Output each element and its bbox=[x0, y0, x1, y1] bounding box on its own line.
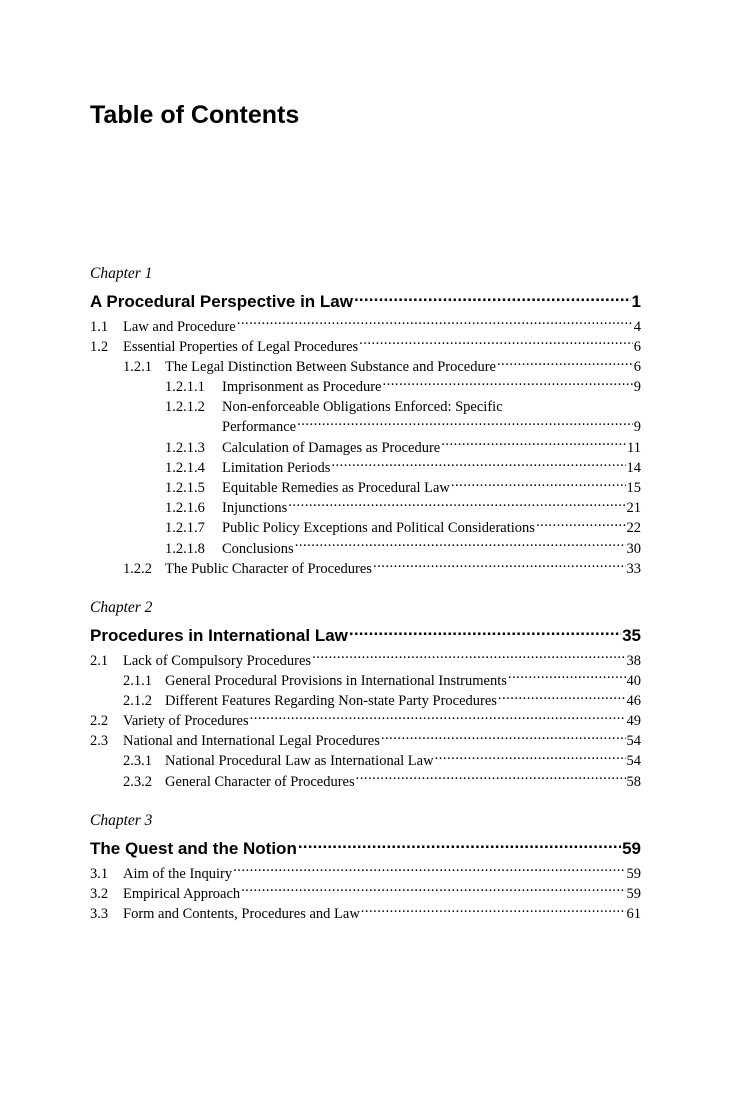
dot-leader bbox=[331, 457, 625, 472]
dot-leader bbox=[354, 290, 631, 307]
page-number: 6 bbox=[633, 358, 641, 375]
page-number: 11 bbox=[627, 439, 641, 456]
dot-leader bbox=[288, 498, 625, 513]
dot-leader bbox=[359, 336, 633, 351]
section-title: Non-enforceable Obligations Enforced: Specific bbox=[222, 398, 503, 415]
dot-leader bbox=[441, 437, 626, 452]
page-number: 59 bbox=[622, 839, 641, 858]
toc-entry[interactable] bbox=[90, 538, 641, 558]
toc-entry[interactable] bbox=[90, 336, 641, 356]
dot-leader bbox=[497, 356, 633, 371]
toc-entry[interactable] bbox=[90, 903, 641, 923]
section-title: Lack of Compulsory Procedures bbox=[123, 652, 312, 669]
toc-entry[interactable] bbox=[90, 883, 641, 903]
section-title: National and International Legal Procedures bbox=[123, 733, 380, 750]
dot-leader bbox=[312, 650, 625, 665]
toc-entry[interactable] bbox=[90, 457, 641, 477]
page-number: 22 bbox=[626, 520, 641, 537]
toc-entry-line-1 bbox=[90, 397, 641, 417]
section-number: 1.2.2 bbox=[123, 560, 152, 577]
section-number: 1.2.1.5 bbox=[165, 480, 205, 496]
section-number: 2.3.2 bbox=[123, 773, 152, 790]
dot-leader bbox=[349, 624, 621, 641]
toc-entry[interactable] bbox=[90, 650, 641, 670]
section-number: 1.1 bbox=[90, 318, 109, 335]
chapter-label: Chapter 2 bbox=[90, 599, 153, 616]
section-number: 1.2 bbox=[90, 338, 109, 355]
chapter-heading-link[interactable] bbox=[90, 837, 641, 859]
section-title: Injunctions bbox=[222, 500, 288, 517]
page-number: 21 bbox=[626, 500, 641, 517]
chapter-3 bbox=[90, 811, 641, 924]
section-number: 2.3.1 bbox=[123, 753, 152, 770]
toc-entry[interactable] bbox=[90, 670, 641, 690]
section-number: 3.3 bbox=[90, 905, 109, 922]
toc-entry[interactable] bbox=[90, 498, 641, 518]
section-title: Different Features Regarding Non-state Party Procedures bbox=[165, 692, 497, 709]
dot-leader bbox=[237, 316, 633, 331]
chapter-heading-text: The Quest and the Notion bbox=[90, 839, 297, 858]
chapter-heading-text: A Procedural Perspective in Law bbox=[90, 292, 353, 311]
dot-leader bbox=[373, 558, 626, 573]
section-title: Limitation Periods bbox=[222, 459, 331, 476]
toc-entry-line-2 bbox=[90, 417, 641, 437]
chapter-label: Chapter 3 bbox=[90, 812, 153, 829]
section-number: 2.1 bbox=[90, 652, 109, 669]
page-number: 33 bbox=[626, 560, 641, 577]
dot-leader bbox=[250, 711, 626, 726]
toc-entry[interactable] bbox=[90, 316, 641, 336]
section-number: 1.2.1.7 bbox=[165, 520, 205, 537]
dot-leader bbox=[382, 377, 632, 392]
dot-leader bbox=[381, 731, 626, 746]
toc-entry[interactable] bbox=[90, 518, 641, 538]
page-number: 40 bbox=[626, 672, 641, 689]
chapter-heading-text: Procedures in International Law bbox=[90, 626, 348, 645]
dot-leader bbox=[233, 863, 625, 878]
dot-leader bbox=[298, 837, 621, 854]
toc-entry[interactable] bbox=[90, 863, 641, 883]
section-number: 1.2.1.1 bbox=[165, 379, 205, 396]
toc-entry[interactable] bbox=[90, 478, 641, 498]
section-title-continued: Performance bbox=[222, 419, 297, 436]
toc-entry[interactable] bbox=[90, 356, 641, 376]
dot-leader bbox=[241, 883, 625, 898]
section-title: Aim of the Inquiry bbox=[123, 865, 233, 882]
toc-entry[interactable] bbox=[90, 437, 641, 457]
section-number: 1.2.1.4 bbox=[165, 459, 205, 476]
page-number: 1 bbox=[631, 292, 641, 311]
dot-leader bbox=[451, 478, 626, 493]
toc-entry[interactable] bbox=[90, 711, 641, 731]
section-title: General Procedural Provisions in International Instruments bbox=[165, 672, 507, 689]
section-number: 1.2.1.6 bbox=[165, 500, 205, 517]
dot-leader bbox=[508, 670, 626, 685]
chapter-heading-link[interactable] bbox=[90, 290, 641, 312]
section-number: 3.2 bbox=[90, 885, 109, 902]
dot-leader bbox=[297, 417, 633, 432]
section-title: General Character of Procedures bbox=[165, 773, 355, 790]
page-number: 9 bbox=[633, 379, 641, 396]
chapter-heading-link[interactable] bbox=[90, 624, 641, 646]
toc-entry[interactable] bbox=[90, 558, 641, 578]
section-title: Law and Procedure bbox=[123, 318, 236, 335]
page-number: 59 bbox=[626, 865, 641, 882]
toc-entry[interactable] bbox=[90, 771, 641, 791]
section-number: 1.2.1 bbox=[123, 358, 152, 375]
page-number: 61 bbox=[626, 905, 641, 922]
dot-leader bbox=[498, 690, 626, 705]
dot-leader bbox=[435, 751, 626, 766]
page-title: Table of Contents bbox=[90, 101, 300, 129]
section-title: Imprisonment as Procedure bbox=[222, 379, 382, 396]
toc-entry[interactable] bbox=[90, 690, 641, 710]
section-title: The Legal Distinction Between Substance and Procedure bbox=[165, 358, 496, 375]
section-number: 2.3 bbox=[90, 733, 109, 750]
section-title: Form and Contents, Procedures and Law bbox=[123, 905, 360, 922]
page-number: 54 bbox=[626, 753, 641, 770]
page-number: 49 bbox=[626, 713, 641, 730]
section-number: 2.1.1 bbox=[123, 672, 152, 689]
section-number: 1.2.1.3 bbox=[165, 439, 205, 456]
section-title: Variety of Procedures bbox=[123, 713, 249, 730]
section-number: 3.1 bbox=[90, 865, 109, 882]
page-number: 9 bbox=[633, 419, 641, 436]
page-number: 35 bbox=[622, 626, 641, 645]
section-title: National Procedural Law as International Law bbox=[165, 753, 434, 770]
page-number: 54 bbox=[626, 733, 641, 750]
section-title: Conclusions bbox=[222, 540, 294, 557]
page-number: 6 bbox=[633, 338, 641, 355]
section-title: Equitable Remedies as Procedural Law bbox=[222, 480, 450, 496]
page-number: 15 bbox=[626, 480, 641, 496]
page-number: 58 bbox=[626, 773, 641, 790]
page-number: 4 bbox=[633, 318, 641, 335]
toc-entry[interactable] bbox=[90, 751, 641, 771]
section-number: 2.2 bbox=[90, 713, 109, 730]
page-number: 38 bbox=[626, 652, 641, 669]
section-title: The Public Character of Procedures bbox=[165, 560, 372, 577]
section-number: 2.1.2 bbox=[123, 692, 152, 709]
section-title: Public Policy Exceptions and Political Considerations bbox=[222, 520, 535, 537]
section-number: 1.2.1.2 bbox=[165, 398, 205, 415]
toc-entry[interactable] bbox=[90, 377, 641, 397]
dot-leader bbox=[295, 538, 626, 553]
dot-leader bbox=[361, 903, 626, 918]
section-title: Empirical Approach bbox=[123, 885, 241, 902]
dot-leader bbox=[356, 771, 626, 786]
page-number: 30 bbox=[626, 540, 641, 557]
chapter-2 bbox=[90, 598, 641, 791]
page-number: 14 bbox=[626, 459, 641, 476]
chapter-1 bbox=[90, 264, 641, 578]
page-number: 59 bbox=[626, 885, 641, 902]
section-number: 1.2.1.8 bbox=[165, 540, 205, 557]
section-title: Essential Properties of Legal Procedures bbox=[123, 338, 359, 355]
dot-leader bbox=[536, 518, 626, 533]
toc-entry[interactable] bbox=[90, 731, 641, 751]
page-number: 46 bbox=[626, 692, 641, 709]
toc-entry-wrapped[interactable] bbox=[90, 397, 641, 437]
section-title: Calculation of Damages as Procedure bbox=[222, 439, 441, 456]
chapter-label: Chapter 1 bbox=[90, 265, 153, 282]
